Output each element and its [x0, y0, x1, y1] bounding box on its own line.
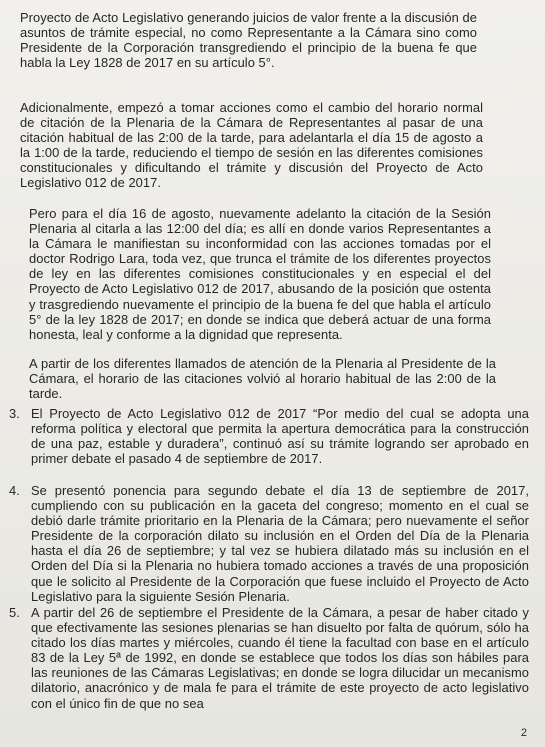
list-item-4	[9, 483, 529, 604]
list-number: 4.	[9, 483, 20, 498]
list-item-5	[9, 605, 529, 711]
paragraph-august-16: Pero para el día 16 de agosto, nuevamente adelanto la citación de la Sesión Plenaria al citarla a las 12:00 del día; es allí en donde varios Representantes a la Cámara le manifiestan su inconformidad con las acciones tomadas por el doctor Rodrigo Lara, toda vez, que trunca el trámite de los diferentes proyectos de ley en las diferentes comisiones constitucionales y en especial el del Proyecto de Acto Legislativo 012 de 2017, abusando de la posición que ostenta y trasgrediendo nuevamente el principio de la buena fe del que habla el artículo 5° de la ley 1828 de 2017; en donde se indica que deberá actuar de una forma honesta, leal y conforme a la dignidad que representa.	[29, 206, 491, 342]
list-item-3	[9, 406, 529, 467]
list-item-text: A partir del 26 de septiembre el Presidente de la Cámara, a pesar de haber citado y que efectivamente las sesiones plenarias se han disuelto por falta de quórum, sólo ha citado los días martes y miércoles, cuando él tiene la facultad con base en el artículo 83 de la Ley 5ª de 1992, en donde se establece que todos los días son hábiles para las reuniones de las Cámaras Legislativas; en donde se logra dilucidar un mecanismo dilatorio, anacrónico y de mala fe para el trámite de este proyecto de acto legislativo con el único fin de que no sea	[31, 605, 529, 711]
paragraph-intro-continuation: Proyecto de Acto Legislativo generando juicios de valor frente a la discusión de asuntos de trámite especial, no como Representante a la Cámara sino como Presidente de la Corporación transgrediendo el principio de la buena fe que habla la Ley 1828 de 2017 en su artículo 5°.	[20, 10, 477, 71]
list-number: 3.	[9, 406, 20, 421]
paragraph-schedule-restored: A partir de los diferentes llamados de atención de la Plenaria al Presidente de la Cámara, el horario de las citaciones volvió al horario habitual de las 2:00 de la tarde.	[29, 356, 496, 402]
list-item-text: El Proyecto de Acto Legislativo 012 de 2017 “Por medio del cual se adopta una reforma política y electoral que permita la apertura democrática para la construcción de una paz, estable y duradera”, continuó así su trámite logrando ser aprobado en primer debate el pasado 4 de septiembre de 2017.	[31, 406, 529, 467]
list-number: 5.	[9, 605, 20, 620]
page-number: 2	[520, 727, 527, 739]
paragraph-schedule-change: Adicionalmente, empezó a tomar acciones como el cambio del horario normal de citación de la Plenaria de la Cámara de Representantes al pasar de una citación habitual de las 2:00 de la tarde, para adelantarla el día 15 de agosto a la 1:00 de la tarde, reduciendo el tiempo de sesión en las diferentes comisiones constitucionales y dificultando el trámite y discusión del Proyecto de Acto Legislativo 012 de 2017.	[20, 100, 483, 191]
list-item-text: Se presentó ponencia para segundo debate el día 13 de septiembre de 2017, cumpliendo con su publicación en la gaceta del congreso; momento en el cual se debió darle trámite prioritario en la Plenaria de la Cámara; pero nuevamente el señor Presidente de la corporación dilato su inclusión en el Orden del Día de la Plenaria hasta el día 26 de septiembre; y tal vez se hubiera dilatado más su inclusión en el Orden del Día si la Plenaria no hubiera tomado acciones a través de una proposición que le solicito al Presidente de la Corporación que fuese incluido el Proyecto de Acto Legislativo para la siguiente Sesión Plenaria.	[31, 483, 529, 604]
